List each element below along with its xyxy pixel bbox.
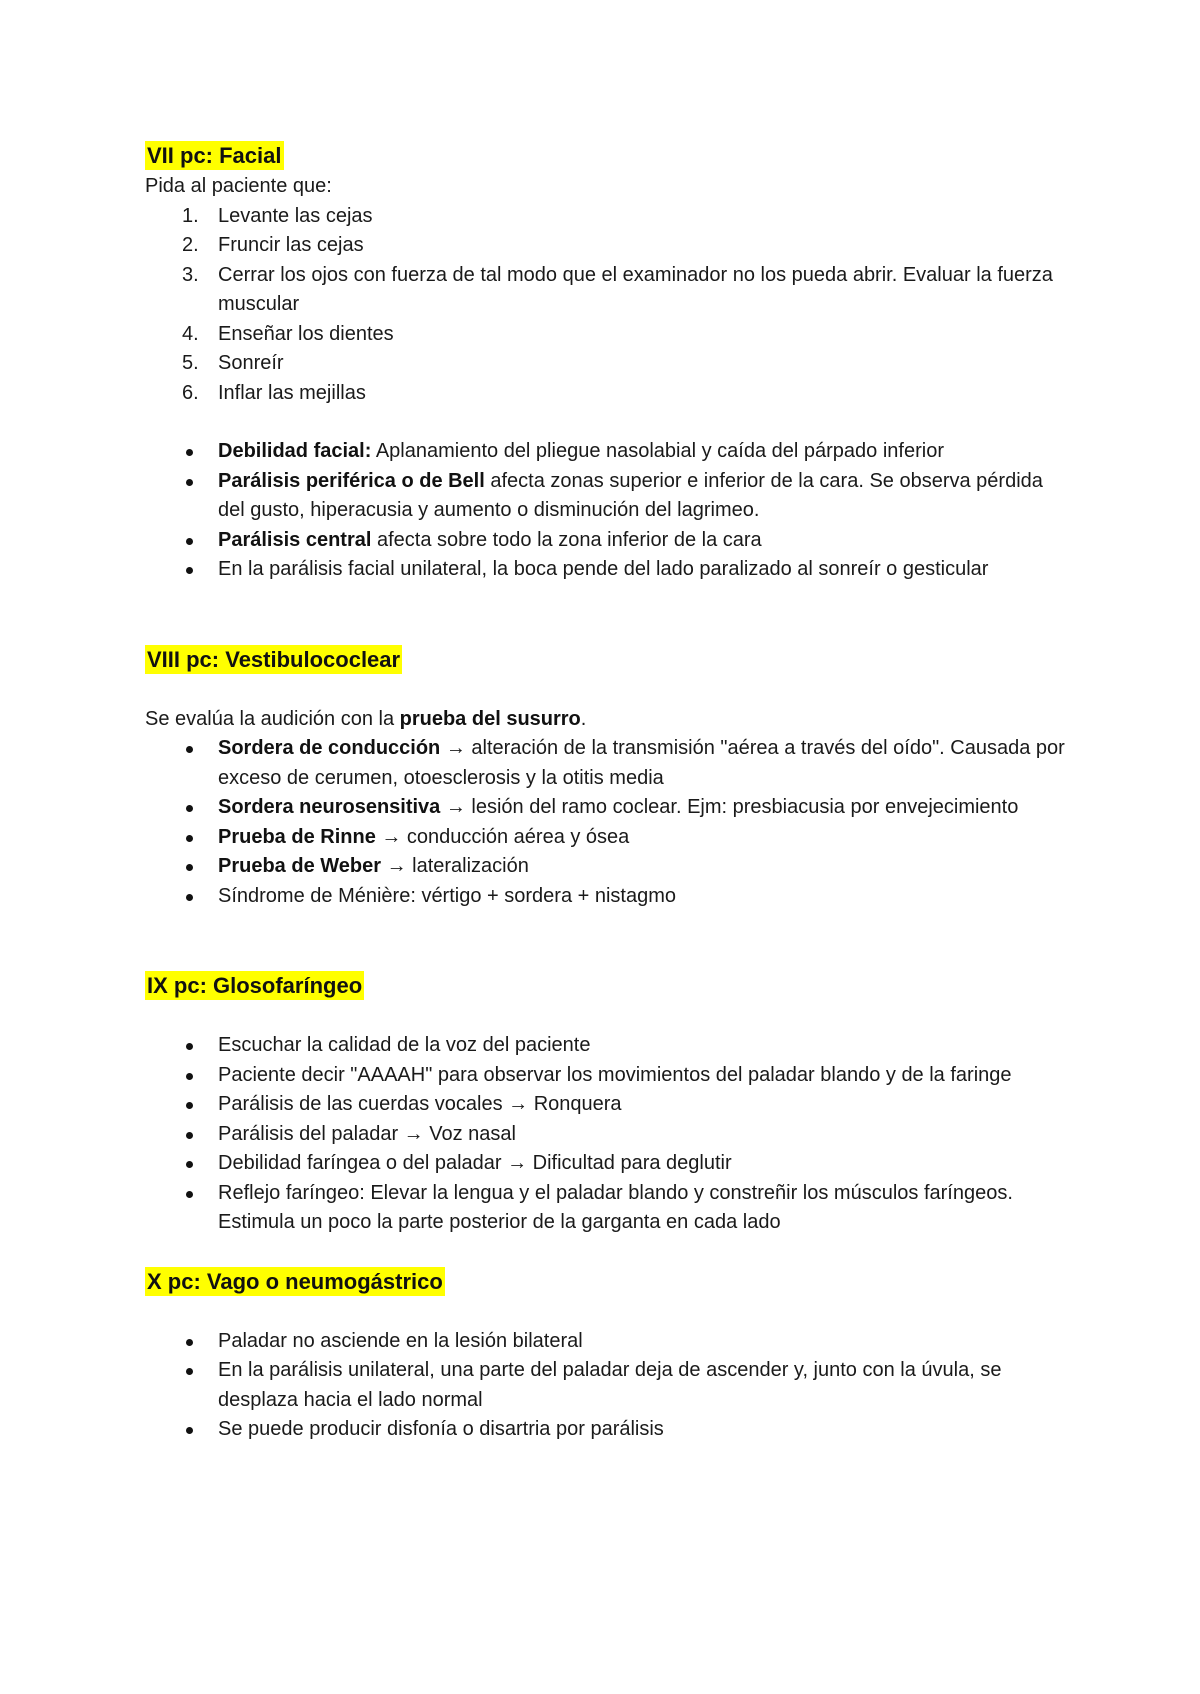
list-item-bold: Debilidad facial: (218, 440, 372, 462)
bullet-icon (186, 1132, 193, 1139)
spacer (145, 1298, 1065, 1327)
list-item (145, 823, 1065, 853)
list-item-bold: Prueba de Weber (218, 855, 382, 877)
section-vestibulococlear (145, 645, 1065, 676)
list-item-text: → conducción aérea y ósea (375, 825, 630, 848)
list-item-text: Parálisis de las cuerdas vocales → Ronquera (218, 1093, 622, 1115)
list-item-text: → lesión del ramo coclear. Ejm: presbiacusia por envejecimiento (440, 796, 1019, 818)
list-item-text: → lateralización (381, 855, 529, 877)
list-item (145, 555, 1065, 585)
list-item (145, 1031, 1065, 1061)
facial-steps-list (145, 202, 1065, 409)
bullet-icon (186, 567, 193, 574)
bullet-icon (186, 864, 193, 871)
list-item-text: Paladar no asciende en la lesión bilateral (218, 1329, 583, 1352)
list-item-text: Cerrar los ojos con fuerza de tal modo que el examinador no los pueda abrir. Evaluar la fuerza muscular (218, 263, 1053, 315)
bullet-icon (186, 449, 193, 456)
list-item-text: Se puede producir disfonía o disartria por parálisis (218, 1418, 664, 1440)
list-number: 2. (182, 234, 199, 256)
list-item-text: afecta sobre todo la zona inferior de la cara (371, 528, 762, 551)
list-item (145, 793, 1065, 823)
list-item (145, 202, 1065, 232)
glosofaringeo-bullets-list (145, 1031, 1065, 1238)
list-item (145, 1415, 1065, 1445)
bullet-icon (186, 1368, 193, 1375)
list-item-text: Fruncir las cejas (218, 234, 364, 256)
list-number: 4. (182, 322, 199, 345)
list-item-bold: Sordera neurosensitiva (218, 796, 441, 818)
list-item-text: En la parálisis unilateral, una parte del paladar deja de ascender y, junto con la úvula, se desplaza hacia el lado normal (218, 1359, 1002, 1411)
list-item (145, 1356, 1065, 1415)
bullet-icon (186, 1073, 193, 1080)
spacer (145, 1238, 1065, 1267)
bullet-icon (186, 1339, 193, 1346)
spacer (145, 408, 1065, 437)
list-item-text: Paciente decir "AAAAH" para observar los movimientos del paladar blando y de la faringe (218, 1063, 1012, 1086)
list-item (145, 1327, 1065, 1357)
facial-bullets-list (145, 437, 1065, 585)
list-item-text: Aplanamiento del pliegue nasolabial y caída del párpado inferior (371, 440, 944, 462)
list-number: 1. (182, 204, 199, 227)
section-title-vestibulococlear: VIII pc: Vestibulococlear (147, 646, 401, 672)
bullet-icon (186, 538, 193, 545)
bullet-icon (186, 1043, 193, 1050)
list-item-text: En la parálisis facial unilateral, la boca pende del lado paralizado al sonreír o gesticular (218, 558, 989, 580)
bullet-icon (186, 1427, 193, 1434)
list-item-text: Sonreír (218, 352, 284, 374)
list-item-bold: Sordera de conducción (218, 737, 441, 759)
list-item (145, 231, 1065, 261)
list-item (145, 1120, 1065, 1150)
list-item-bold: Prueba de Rinne (218, 825, 376, 848)
spacer (145, 676, 1065, 705)
bullet-icon (186, 894, 193, 901)
list-item (145, 852, 1065, 882)
section-vago (145, 1267, 1065, 1298)
bullet-icon (186, 746, 193, 753)
document-body (145, 141, 1065, 1445)
bullet-icon (186, 479, 193, 486)
list-item (145, 320, 1065, 350)
list-item-bold: Parálisis periférica o de Bell (218, 469, 485, 492)
spacer (145, 911, 1065, 971)
list-item-bold: Parálisis central (218, 528, 372, 551)
list-item (145, 261, 1065, 320)
vago-bullets-list (145, 1327, 1065, 1445)
bullet-icon (186, 805, 193, 812)
intro-suffix: . (580, 707, 587, 730)
section-title-facial: VII pc: Facial (147, 143, 282, 168)
list-item (145, 1179, 1065, 1238)
list-item-text: Inflar las mejillas (218, 381, 366, 404)
list-item (145, 349, 1065, 379)
list-item-text: Levante las cejas (218, 204, 373, 227)
list-item (145, 1149, 1065, 1179)
list-item-text: → alteración de la transmisión "aérea a través del oído". Causada por exceso de cerumen, otoesclerosis y la otitis media (218, 737, 1065, 789)
facial-intro: Pida al paciente que: (145, 175, 332, 197)
list-item (145, 1061, 1065, 1091)
section-glosofaringeo (145, 971, 1065, 1002)
spacer (145, 1002, 1065, 1031)
bullet-icon (186, 1161, 193, 1168)
list-item (145, 379, 1065, 409)
list-item-text: Debilidad faríngea o del paladar → Dificultad para deglutir (218, 1152, 732, 1174)
list-number: 6. (182, 381, 199, 404)
list-item (145, 882, 1065, 912)
list-item-text: Enseñar los dientes (218, 322, 394, 345)
list-item (145, 734, 1065, 793)
list-item-text: Síndrome de Ménière: vértigo + sordera + nistagmo (218, 884, 677, 907)
section-title-vago: X pc: Vago o neumogástrico (147, 1268, 443, 1294)
list-item-text: Parálisis del paladar → Voz nasal (218, 1122, 516, 1145)
list-item (145, 467, 1065, 526)
bullet-icon (186, 835, 193, 842)
section-title-glosofaringeo: IX pc: Glosofaríngeo (147, 973, 363, 998)
list-number: 3. (182, 263, 199, 286)
vestibulococlear-bullets-list (145, 734, 1065, 911)
list-item-text: Escuchar la calidad de la voz del paciente (218, 1034, 591, 1056)
intro-text: Se evalúa la audición con la (145, 707, 400, 730)
list-item-text: afecta zonas superior e inferior de la cara. Se observa pérdida del gusto, hiperacusia y aumento o disminución del lagrimeo. (218, 469, 1043, 521)
list-number: 5. (182, 352, 199, 374)
list-item-text: Reflejo faríngeo: Elevar la lengua y el paladar blando y constreñir los músculos faríngeos. Estimula un poco la parte posterior de la garganta en cada lado (218, 1181, 1013, 1233)
list-item (145, 526, 1065, 556)
list-item (145, 437, 1065, 467)
vestibulococlear-intro (145, 705, 1065, 735)
section-facial (145, 141, 1065, 172)
intro-bold: prueba del susurro (399, 707, 581, 730)
spacer (145, 585, 1065, 645)
bullet-icon (186, 1102, 193, 1109)
bullet-icon (186, 1191, 193, 1198)
list-item (145, 1090, 1065, 1120)
